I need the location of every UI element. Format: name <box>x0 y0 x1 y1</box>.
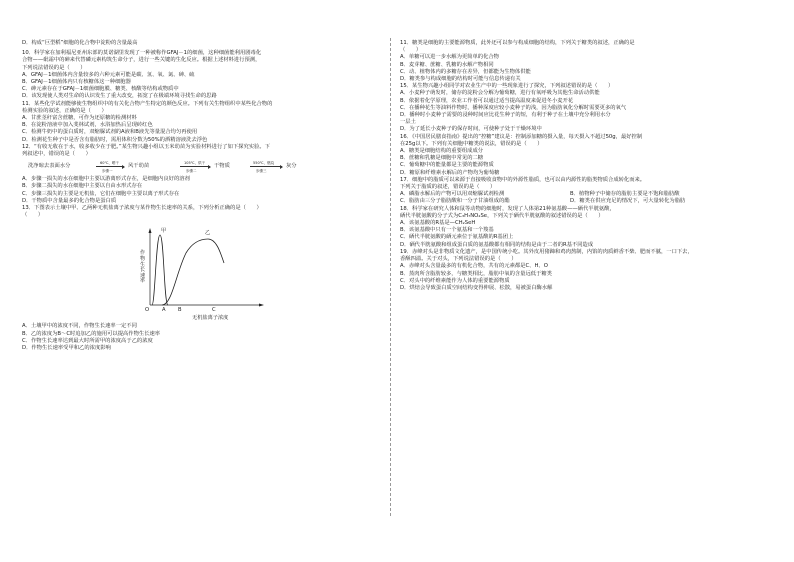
option-d: D．作物生长速率受甲和乙的浓度影响 <box>22 345 111 352</box>
arrow-icon <box>250 166 282 167</box>
option-b: B．蒸肉所含脂肪较多，与糖类相比，脂肪中氧的含量远低于糖类 <box>400 270 552 277</box>
growth-rate-graph <box>22 223 377 323</box>
left-column <box>22 0 377 352</box>
curve-yi <box>162 239 224 305</box>
text-line: 列叙述中，错误的是（ ） <box>22 151 91 158</box>
text-line: （ ） <box>22 212 44 219</box>
question-14: 11．糖类是细胞的主要能源物质，此外还可以参与构成细胞的结构，下列关于糖类的叙述，正确的是 <box>400 40 635 46</box>
option-b: B．GFAJ－1细菌体内只有核糖体这一种细胞器 <box>22 79 131 86</box>
option-c: C．步骤三损失的主要是无机盐，它们在细胞中主要以离子形式存在 <box>22 190 180 197</box>
option-a: A．土壤甲中的浓度不同，作物生长速率一定不同 <box>22 323 137 330</box>
option-b: B．步骤二损失的水在细胞中主要以自由水形式存在 <box>22 183 143 190</box>
option-d: D．干物质中含量最多的化合物是蛋白质 <box>22 197 117 204</box>
question-13: 13．下图表示土壤中甲、乙两种无机盐离子浓度与某作物生长速率的关系，下列分析正确的是（ ） <box>22 205 262 212</box>
option-c: C．脂肪由三分子脂肪酸和一分子甘油组成的酯 <box>400 198 510 205</box>
text-line: D．构成“巨型稻”细胞的化合物中淀粉的含量最高 <box>22 40 138 46</box>
question-11: 11．某些化学试剂能够使生物组织中的有关化合物产生特定的颜色反应。下列有关生物组织中某些化合物的 <box>22 100 273 107</box>
label-origin: O <box>145 307 150 314</box>
option-b: B．该氨基酸中只有一个氨基和一个羧基 <box>400 227 494 234</box>
option-d: D．糖原和纤维素水解后的产物均为葡萄糖 <box>400 169 500 176</box>
flow-arrow-label: 60℃、晒干 <box>100 161 119 166</box>
text-line: 香酥四溢。关于对头，下列说法错误的是（ ） <box>400 256 517 263</box>
option-d: D．检测花生种子中是否含有脂肪时，需用体积分数为50%的酒精溶液洗去浮色 <box>22 136 208 143</box>
option-b: B．植物种子中储存的脂肪主要是不饱和脂肪酸 <box>570 191 680 198</box>
y-axis-arrow-icon <box>149 228 152 233</box>
option-c: C．葡萄糖中的能量都是主要的能源物质 <box>400 162 494 169</box>
option-a: A．GFAJ－1细菌体内含量较多的六种元素可能是碳、氢、氧、氮、砷、硫 <box>22 71 195 78</box>
text-line: 一层土 <box>400 119 416 126</box>
flow-step-fresh: 洗净晾去表面水分 <box>28 163 71 170</box>
x-axis-arrow-icon <box>259 304 264 307</box>
flow-arrow-label: 105℃、烘干 <box>184 161 206 166</box>
text-line: （ ） <box>400 47 422 54</box>
flow-arrow-label: 步骤二 <box>186 169 197 174</box>
option-b: B．蔗糖和乳糖是细胞中常见的二糖 <box>400 155 484 162</box>
label-b: B <box>178 307 182 314</box>
question-16: 16．《中国居民膳食指南》提出的“控糖”建议是：控制添加糖的摄入量，每天摄入不超过50g，最好控制 <box>400 133 643 140</box>
option-c: C．在播种花生等油料作物时，播种深度应较小麦种子的浅，因为脂肪氧化分解时需要更多的氧气 <box>400 104 627 111</box>
option-d: D．该发现使人类对生命的认识发生了重大改变，拓宽了在极端环境寻找生命的思路 <box>22 93 217 100</box>
right-column <box>400 0 755 292</box>
question-19: 19．赤峰对头是非物质文化遗产，是中国传统小吃。其外皮用猪蹄和鸡肉熬制，内馅的肉质鲜香不柴、肥而不腻，一口下去， <box>400 248 693 255</box>
option-d: D．糖类参与构成细胞的结构时可能与信息传递有关 <box>400 76 521 83</box>
arrow-icon <box>180 166 210 167</box>
text-line: 检测实验的叙述，正确的是（ ） <box>22 107 107 114</box>
column-divider <box>390 38 391 516</box>
option-b: B．依据着化学原理，农业工作者可以通过适当提高温度来促进冬小麦开花 <box>400 97 574 104</box>
arrow-icon <box>96 166 124 167</box>
text-line: 下列关于脂质的叙述，错误的是（ ） <box>400 184 496 191</box>
option-d: D．糖类在供应充足的情况下，可大量转化为脂肪 <box>570 198 686 205</box>
text-line: 合物——砒霜中的砷来代替磷元素构筑生命分子，进行一些关键的生化反应。根据上述材料进行预测， <box>22 57 261 64</box>
option-a: A．糖类是细胞结构的重要组成成分 <box>400 148 484 155</box>
text-line: D．播种时小麦种子需要的浸种时间应比花生种子的短，有利于种子在土壤中充分利用水分 <box>400 112 611 119</box>
flow-step-dried: 风干幼苗 <box>128 163 150 170</box>
option-a: A．单糖可以进一步水解为更简单的化合物 <box>400 54 499 61</box>
flow-arrow-label: 550℃、燃烧 <box>253 161 275 166</box>
flow-step-dry-matter: 干物质 <box>214 163 230 170</box>
option-b: B．在淀粉溶液中加入斐林试剂，水浴加热后呈现砖红色 <box>22 122 153 129</box>
option-row <box>400 198 755 205</box>
option-a: A．赤峰对头含量最多的有机化合物，共有的元素都是C、H、O <box>400 263 548 270</box>
option-b: B．麦芽糖、蔗糖、乳糖的水解产物相同 <box>400 61 494 68</box>
experiment-flow-diagram <box>22 160 377 174</box>
option-c: C．动、植物体内的多糖存在差异，但都能为生物体供能 <box>400 68 531 75</box>
question-18: 18．科学家在研究人体和鼠等动物的细胞时，发现了人体第21种氨基酸——硒代半胱氨酸， <box>400 205 615 212</box>
text-line: 下列说法错误的是（ ） <box>22 64 86 71</box>
label-yi: 乙 <box>205 230 211 237</box>
text-line: 在25g以下。下列有关细胞中糖类的说法，错误的是（ ） <box>400 140 543 147</box>
option-d: D．为了延长小麦种子的保存时间，可使种子处于干燥环境中 <box>400 126 542 133</box>
option-a: A．磷脂水解后的产物可以用双缩脲试剂检测 <box>400 191 505 198</box>
option-a: A．小麦种子萌发时，储存的淀粉会分解为葡萄糖，进行有氧呼吸为其他生命活动供能 <box>400 90 600 97</box>
label-c: C <box>212 307 216 314</box>
y-axis-label: 作物生长速率 <box>140 250 146 285</box>
option-c: C．检测牛奶中的蛋白质时，双缩脲试剂的A液和B液先等量混合均匀再使用 <box>22 129 198 136</box>
option-d: D．硒代半胱氨酸和组成蛋白质的氨基酸都有相同的结构是由于二者的R基不同造成 <box>400 241 594 248</box>
x-axis-label: 无机盐离子浓度 <box>192 315 229 322</box>
flow-arrow-label: 步骤一 <box>102 169 113 174</box>
question-12: 12．“有收无收在于水，收多收少在于肥。”某生物兴趣小组以玉米幼苗为实验材料进行了如下探究实验。下 <box>22 143 270 150</box>
option-a: A．步骤一损失的水在细胞中主要以游离形式存在，是细胞内良好的溶剂 <box>22 176 190 183</box>
flow-step-ash: 灰分 <box>286 163 297 170</box>
question-15: 15．某生物兴趣小组同学对农业生产中的一些现象进行了探究，下列叙述错误的是（ ） <box>400 83 614 90</box>
curve-jia <box>152 235 168 305</box>
option-c: C．硒代半胱氨酸的硒元素位于氨基酸的R基团上 <box>400 234 514 241</box>
question-10: 10．科学家在加利福尼亚州东部的莫诺湖里发现了一种被称作GFAJ－1的细菌，这种细菌能利用剧毒化 <box>22 50 262 57</box>
option-a: A．该氨基酸的R基是—CH₂SeH <box>400 220 476 227</box>
option-c: C．砷元素存在于GFAJ－1细菌细胞膜、糖类、核酸等结构或物质中 <box>22 86 179 93</box>
option-c: C．对头中的纤维素能作为人体的重要能源物质 <box>400 277 510 284</box>
label-jia: 甲 <box>161 228 167 235</box>
text-line: 硒代半胱氨酸的分子式为C₃H₇NO₂Se，下列关于硒代半胱氨酸的叙述错误的是（ ） <box>400 212 604 219</box>
label-a: A <box>162 307 166 314</box>
option-a: A．甘蔗茎秆富含蔗糖，可作为还原糖的检测材料 <box>22 115 137 122</box>
flow-arrow-label: 步骤三 <box>256 169 267 174</box>
option-b: B．乙的浓度为B～C时追加乙的施用可以提高作物生长速率 <box>22 330 161 337</box>
option-c: C．作物生长速率达到最大时所需甲的浓度高于乙的浓度 <box>22 337 153 344</box>
question-17: 17．细胞中的脂质可以来源于直接吸收食物中的外源性脂质，也可以由内源性的脂类物质合成转化而来。 <box>400 176 646 183</box>
option-d: D．烘焙会导致蛋白质空间结构变得伸展、松散，易被蛋白酶水解 <box>400 284 553 291</box>
